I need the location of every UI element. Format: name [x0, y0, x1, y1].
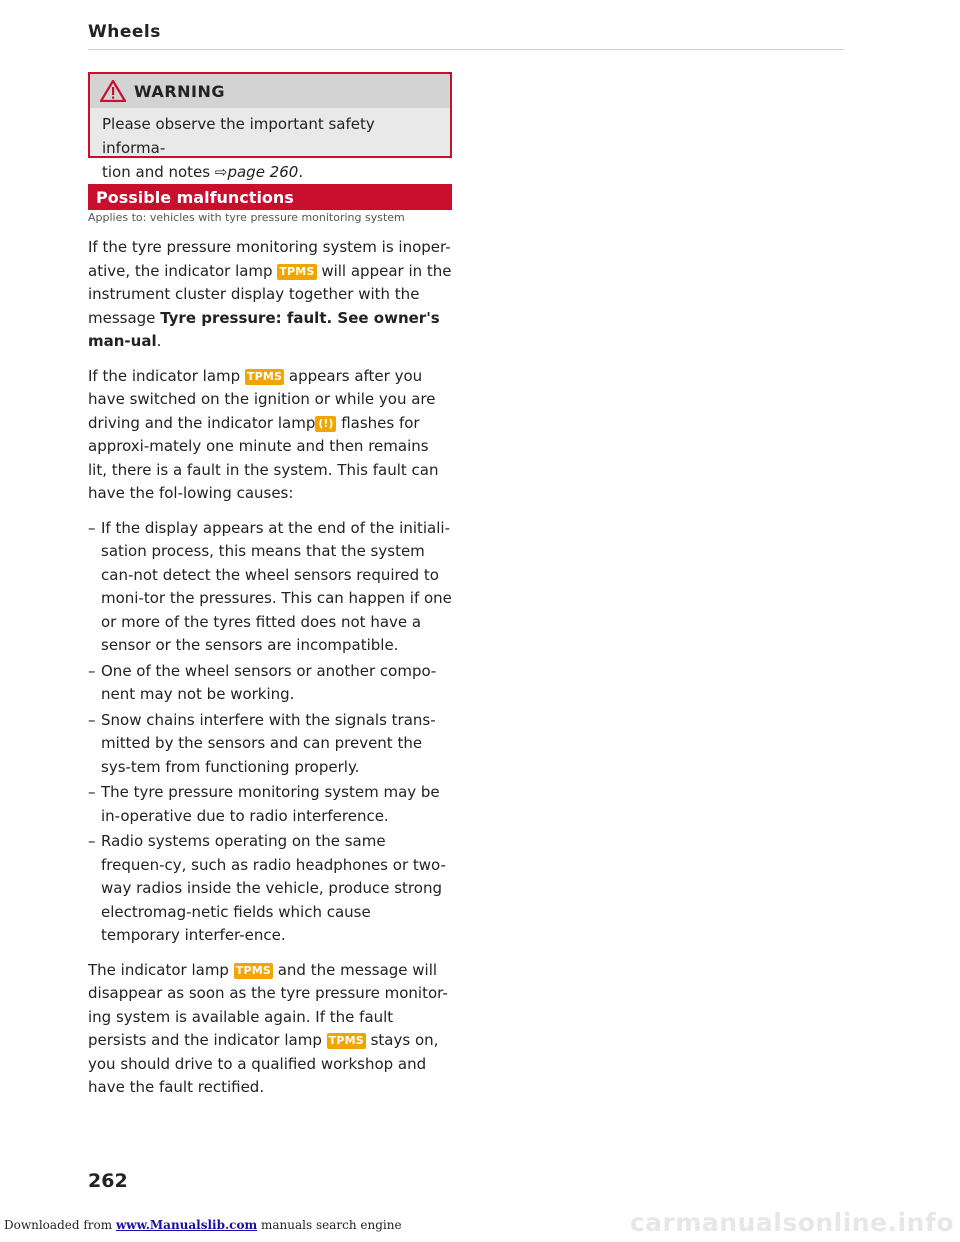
- text: If the indicator lamp: [88, 366, 245, 385]
- page-number: 262: [88, 1170, 128, 1192]
- warning-triangle-icon: [100, 80, 126, 102]
- dash: –: [88, 832, 96, 850]
- causes-list: [88, 517, 452, 948]
- page-header-title: Wheels: [88, 22, 161, 42]
- tpms-lamp-icon: TPMS: [246, 369, 283, 383]
- text: If the tyre pressure monitoring system is inoper-ative, the indicator lamp: [88, 238, 451, 280]
- list-item-text: Radio systems operating on the same frequen-cy, such as radio headphones or two-way radios inside the vehicle, produce strong electromag-netic fields which cause temporary interfer-ence.: [101, 832, 446, 944]
- text: appears after you have switched on the ignition or while you are driving and the indicator lamp: [88, 366, 436, 432]
- main-content: [88, 236, 452, 1111]
- download-footer: [4, 1218, 402, 1232]
- section-title: Possible malfunctions: [96, 187, 294, 207]
- warning-text: [90, 108, 450, 184]
- dash: –: [88, 661, 96, 680]
- arrow-icon: ⇨: [214, 163, 228, 181]
- text: .: [156, 332, 162, 350]
- applies-to-note: Applies to: vehicles with tyre pressure monitoring system: [88, 211, 405, 224]
- dash: –: [88, 710, 96, 729]
- tpms-lamp-icon: TPMS: [235, 963, 271, 977]
- warning-box: [88, 72, 452, 181]
- tyre-warning-lamp-icon: (!): [315, 416, 336, 432]
- list-item: [88, 517, 452, 658]
- dash: –: [88, 783, 96, 801]
- list-item: [88, 830, 452, 948]
- warning-line-2: tion and notes: [102, 163, 215, 181]
- warning-title: WARNING: [134, 81, 225, 101]
- list-item: [88, 660, 452, 707]
- paragraph-3: [88, 959, 452, 1100]
- text: The indicator lamp: [88, 960, 234, 979]
- list-item-text: If the display appears at the end of the initiali-sation process, this means that the system can-not detect the wheel sensors required to moni-tor the pressures. This can happen if one or more of the tyres fitted does not have a sensor or the sensors are incompatible.: [101, 518, 452, 654]
- text: flashes for approxi-mately one minute and then remains lit, there is a fault in the system. This fault can have the fol-lowing causes:: [88, 413, 439, 502]
- warning-header: [90, 74, 450, 108]
- tpms-lamp-icon: TPMS: [328, 1034, 364, 1047]
- text: stays on, you should drive to a qualified workshop and have the fault rectified.: [88, 1031, 439, 1096]
- text: and the message will disappear as soon as the tyre pressure monitor-ing system is available again. If the fault persists and the indicator lamp: [88, 960, 448, 1049]
- page-reference-link[interactable]: page 260: [227, 163, 299, 181]
- watermark: carmanualsonline.info: [629, 1208, 954, 1237]
- paragraph-1: [88, 236, 452, 354]
- fault-message: Tyre pressure: fault. See owner's man-ual: [88, 308, 440, 350]
- footer-prefix: Downloaded from: [4, 1218, 116, 1232]
- paragraph-2: [88, 365, 452, 506]
- manualslib-link[interactable]: www.Manualslib.com: [115, 1218, 258, 1232]
- list-item: [88, 709, 452, 780]
- list-item-text: Snow chains interfere with the signals trans-mitted by the sensors and can prevent the sys-tem from functioning properly.: [101, 710, 436, 776]
- list-item-text: One of the wheel sensors or another compo-nent may not be working.: [101, 661, 437, 703]
- tpms-lamp-icon: TPMS: [279, 264, 315, 278]
- dash: –: [88, 518, 96, 537]
- footer-suffix: manuals search engine: [257, 1218, 402, 1232]
- list-item: [88, 781, 452, 828]
- header-divider: [88, 49, 844, 50]
- warning-line-1: Please observe the important safety informa-: [102, 115, 375, 157]
- warning-period: .: [298, 163, 304, 181]
- section-heading: [88, 184, 452, 210]
- list-item-text: The tyre pressure monitoring system may be in-operative due to radio interference.: [101, 783, 440, 825]
- text: will appear in the instrument cluster display together with the message: [88, 261, 452, 327]
